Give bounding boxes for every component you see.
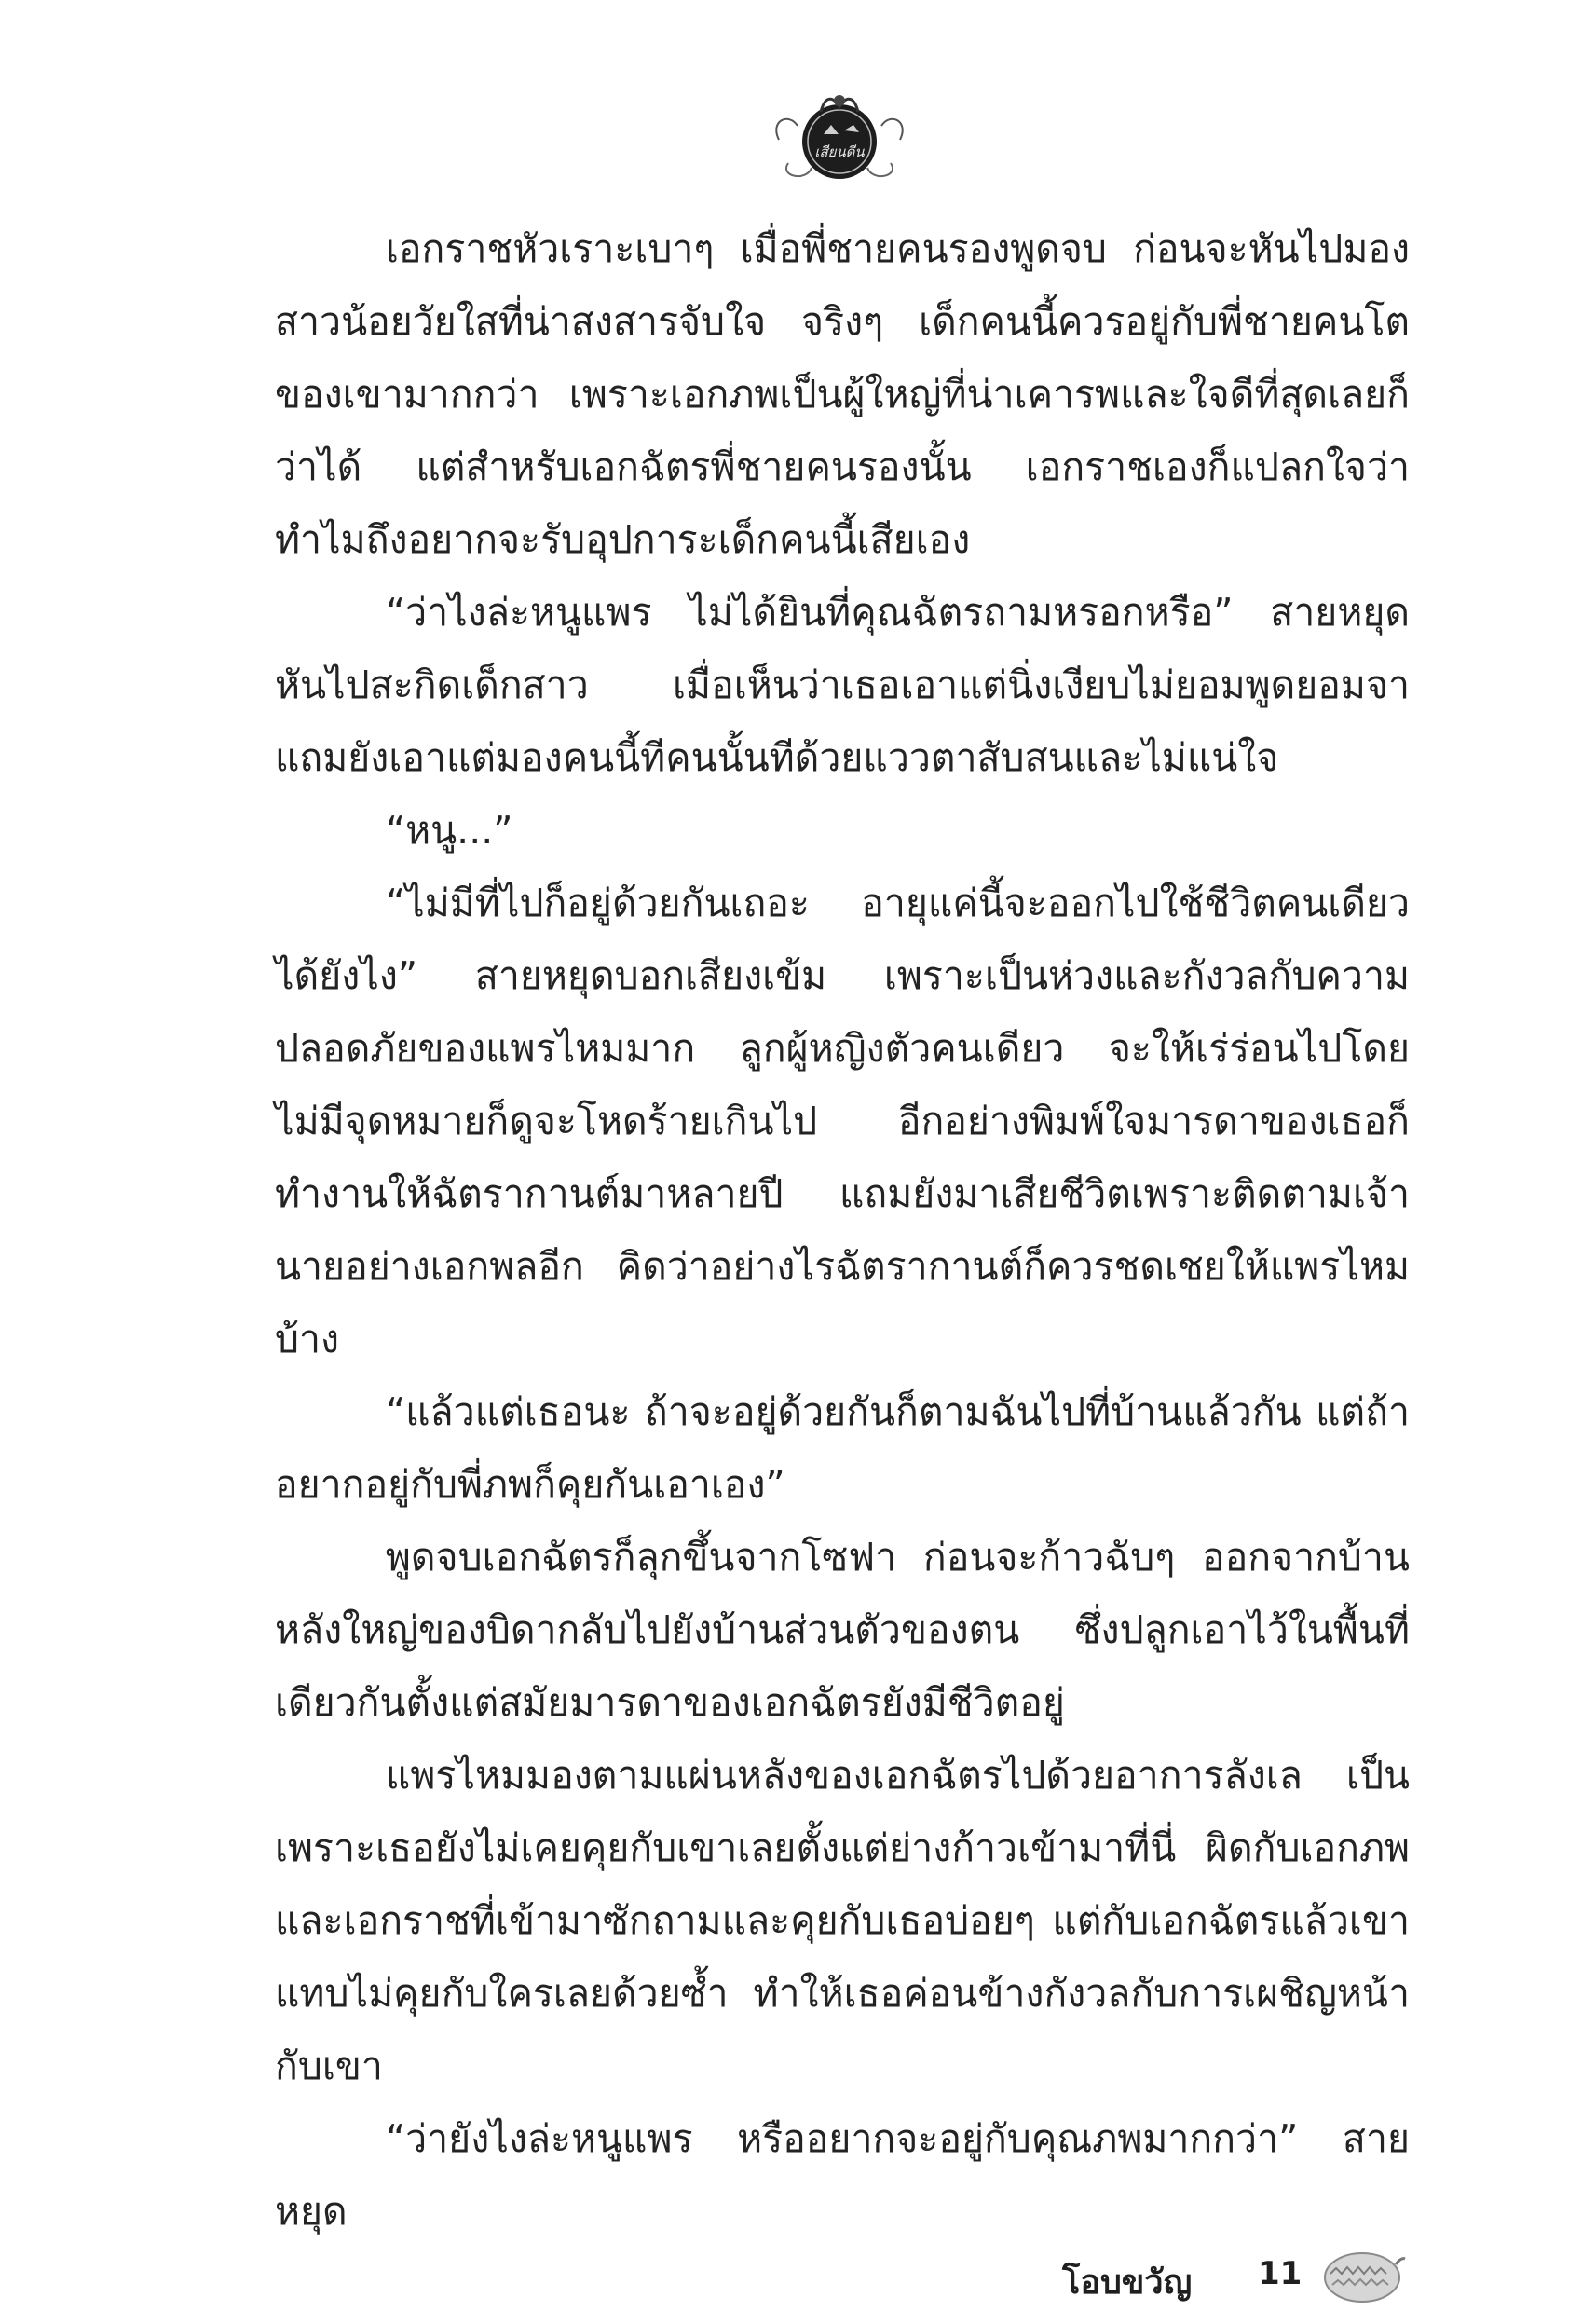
paragraph: “ว่ายังไงล่ะหนูแพร หรืออยากจะอยู่กับคุณภพมากกว่า” สายหยุด: [275, 2116, 1410, 2234]
durian-icon: [1314, 2236, 1407, 2311]
paragraph: “หนู...”: [385, 808, 513, 853]
logo-text: เสียนดีน: [814, 144, 865, 160]
page-footer: [1062, 2236, 1435, 2311]
paragraph: “แล้วแต่เธอนะ ถ้าจะอยู่ด้วยกันก็ตามฉันไปที่บ้านแล้วกัน แต่ถ้าอยากอยู่กับพี่ภพก็คุยกันเอาเอง”: [275, 1389, 1410, 1507]
paragraph: พูดจบเอกฉัตรก็ลุกขึ้นจากโซฟา ก่อนจะก้าวฉับๆ ออกจากบ้านหลังใหญ่ของบิดากลับไปยังบ้านส่วนตัวของตน ซึ่งปลูกเอาไว้ในพื้นที่เดียวกันตั้งแต่สมัยมารดาของเอกฉัตรยังมีชีวิตอยู่: [275, 1535, 1410, 1725]
paragraph: “ว่าไงล่ะหนูแพร ไม่ได้ยินที่คุณฉัตรถามหรอกหรือ” สายหยุดหันไปสะกิดเด็กสาว เมื่อเห็นว่าเธอเอาแต่นิ่งเงียบไม่ยอมพูดยอมจาแถมยังเอาแต่มองคนนี้ทีคนนั้นทีด้วยแววตาสับสนและไม่แน่ใจ: [275, 590, 1410, 780]
ornamental-logo-icon: [770, 75, 909, 186]
paragraph: แพรไหมมองตามแผ่นหลังของเอกฉัตรไปด้วยอาการลังเล เป็นเพราะเธอยังไม่เคยคุยกับเขาเลยตั้งแต่ย่างก้าวเข้ามาที่นี่ ผิดกับเอกภพและเอกราชที่เข้ามาซักถามและคุยกับเธอบ่อยๆ แต่กับเอกฉัตรแล้วเขาแทบไม่คุยกับใครเลยด้วยซ้ำ ทำให้เธอค่อนข้างกังวลกับการเผชิญหน้ากับเขา: [275, 1753, 1410, 2088]
paragraph: “ไม่มีที่ไปก็อยู่ด้วยกันเถอะ อายุแค่นี้จะออกไปใช้ชีวิตคนเดียวได้ยังไง” สายหยุดบอกเสียงเข้ม เพราะเป็นห่วงและกังวลกับความปลอดภัยของแพรไหมมาก ลูกผู้หญิงตัวคนเดียว จะให้เร่ร่อนไปโดยไม่มีจุดหมายก็ดูจะโหดร้ายเกินไป อีกอย่างพิมพ์ใจมารดาของเธอก็ทำงานให้ฉัตรากานต์มาหลายปี แถมยังมาเสียชีวิตเพราะติดตามเจ้านายอย่างเอกพลอีก คิดว่าอย่างไรฉัตรากานต์ก็ควรชดเชยให้แพรไหมบ้าง: [275, 881, 1410, 1361]
paragraph: เอกราชหัวเราะเบาๆ เมื่อพี่ชายคนรองพูดจบ ก่อนจะหันไปมองสาวน้อยวัยใสที่น่าสงสารจับใจ จริงๆ เด็กคนนี้ควรอยู่กับพี่ชายคนโตของเขามากกว่า เพราะเอกภพเป็นผู้ใหญ่ที่น่าเคารพและใจดีที่สุดเลยก็ว่าได้ แต่สำหรับเอกฉัตรพี่ชายคนรองนั้น เอกราชเองก็แปลกใจว่าทำไมถึงอยากจะรับอุปการะเด็กคนนี้เสียเอง: [275, 226, 1410, 562]
book-title: โอบขวัญ: [1062, 2263, 1193, 2302]
page-number: 11: [1258, 2255, 1303, 2292]
body-text: [275, 212, 1410, 2248]
